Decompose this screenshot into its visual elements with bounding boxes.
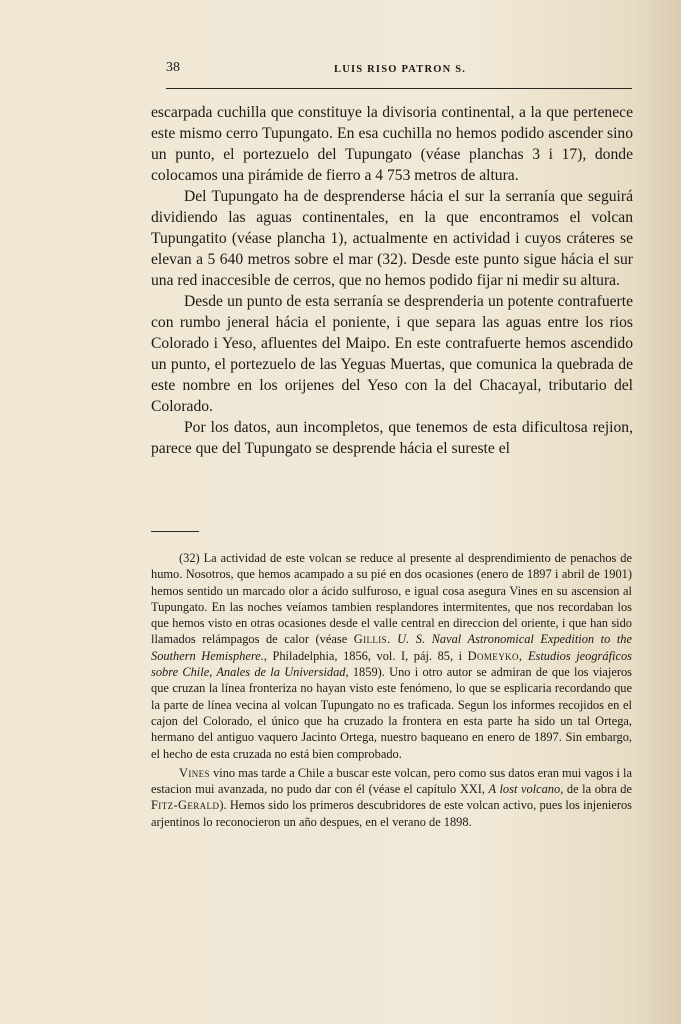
page-number: 38 bbox=[166, 60, 180, 75]
paragraph-3: Desde un punto de esta serranía se desprenderia un potente contrafuerte con rumbo jeneral hácia el poniente, i que separa las aguas entre los rios Colorado i Yeso, afluentes del Maipo. En este contrafuerte hemos ascendido un punto, el portezuelo de las Yeguas Muertas, que comunica la quebrada de este nombre en los orijenes del Yeso con la del Chacayal, tributario del Colorado. bbox=[151, 293, 633, 415]
footnote-cont-text-3: ). Hemos sido los primeros descubridores de este volcan activo, pues los injenieros arjentinos lo reconocieron un año despues, en el verano de 1898. bbox=[151, 798, 632, 829]
header-rule bbox=[166, 88, 632, 89]
title-naval-expedition: U. S. Naval Astronomical Expedition to the Southern Hemisphere. bbox=[151, 632, 632, 663]
paragraph-1: escarpada cuchilla que constituye la divisoria continental, a la que pertenece este mismo cerro Tupungato. En esa cuchilla no hemos podido ascender sino un punto, el portezuelo del Tupungato (véase planchas 3 i 17), donde colocamos una pirámide de fierro a 4 753 metros de altura. bbox=[151, 104, 633, 184]
footnote-32 bbox=[151, 550, 632, 762]
footnote-cont-text-1: vino mas tarde a Chile a buscar este volcan, pero como sus datos eran mui vagos i la estacion mui avanzada, no pudo dar con él (véase el capítulo XXI, bbox=[151, 765, 632, 797]
author-gillis: Gillis. bbox=[353, 632, 391, 647]
footnote-32-text-5: , 1859). Uno i otro autor se admiran de que los viajeros que cruzan la línea fronteriza no hayan visto este fenómeno, lo que se esplicaria recordando que la parte de línea vecina al volcan Tupungato no es traficada. Segun los informes recojidos en el cajon del Colorado, el único que ha cruzado la frontera en esta parte ha sido un tal Ortega, hermano del antiguo vaquero Jacinto Ortega, nuestro baqueano en enero de 1897. Sin embargo, el hecho de esta cruzada no está bien comprobado. bbox=[151, 665, 633, 761]
footnote-32-text-3: , Philadelphia, 1856, vol. I, páj. 85, i bbox=[263, 648, 468, 663]
title-estudios-jeograficos: Estudios jeográficos sobre Chile, Anales de la Universidad bbox=[151, 648, 632, 680]
main-text bbox=[151, 102, 633, 459]
footnotes bbox=[151, 550, 632, 830]
author-domeyko: Domeyko, bbox=[467, 648, 523, 663]
footnote-cont-text-2: , de la obra de bbox=[560, 782, 632, 797]
title-a-lost-volcano: A lost volcano bbox=[488, 782, 561, 797]
paragraph-4: Por los datos, aun incompletos, que tenemos de esta dificultosa rejion, parece que del Tupungato se desprende hácia el sureste el bbox=[151, 419, 633, 457]
footnote-rule bbox=[151, 531, 199, 532]
author-fitz-gerald: Fitz-Gerald bbox=[151, 798, 220, 813]
running-head: LUIS RISO PATRON S. bbox=[334, 64, 467, 75]
author-vines: Vines bbox=[179, 765, 210, 780]
paragraph-2: Del Tupungato ha de desprenderse hácia el sur la serranía que seguirá dividiendo las aguas continentales, en la que encontramos el volcan Tupungatito (véase plancha 1), actualmente en actividad i cuyos cráteres se elevan a 5 640 metros sobre el mar (32). Desde este punto sigue hácia el sur una red inaccesible de cerros, que no hemos podido fijar ni medir su altura. bbox=[151, 188, 633, 289]
footnote-32-continued bbox=[151, 765, 632, 830]
page-header bbox=[166, 60, 632, 80]
footnote-32-text-1: (32) La actividad de este volcan se reduce al presente al desprendimiento de penachos de humo. Nosotros, que hemos acampado a su pié en dos ocasiones (enero de 1897 i abril de 1901) hemos sentido un marcado olor a ácido sulfuroso, e igual cosa asegura Vines en su ascension al Tupungato. En las noches veíamos tambien resplandores intermitentes, que nos recordaban los que hemos visto en otras ocasiones desde el valle central en direccion del oriente, i que han sido llamados relámpagos de calor (véase bbox=[151, 551, 632, 647]
